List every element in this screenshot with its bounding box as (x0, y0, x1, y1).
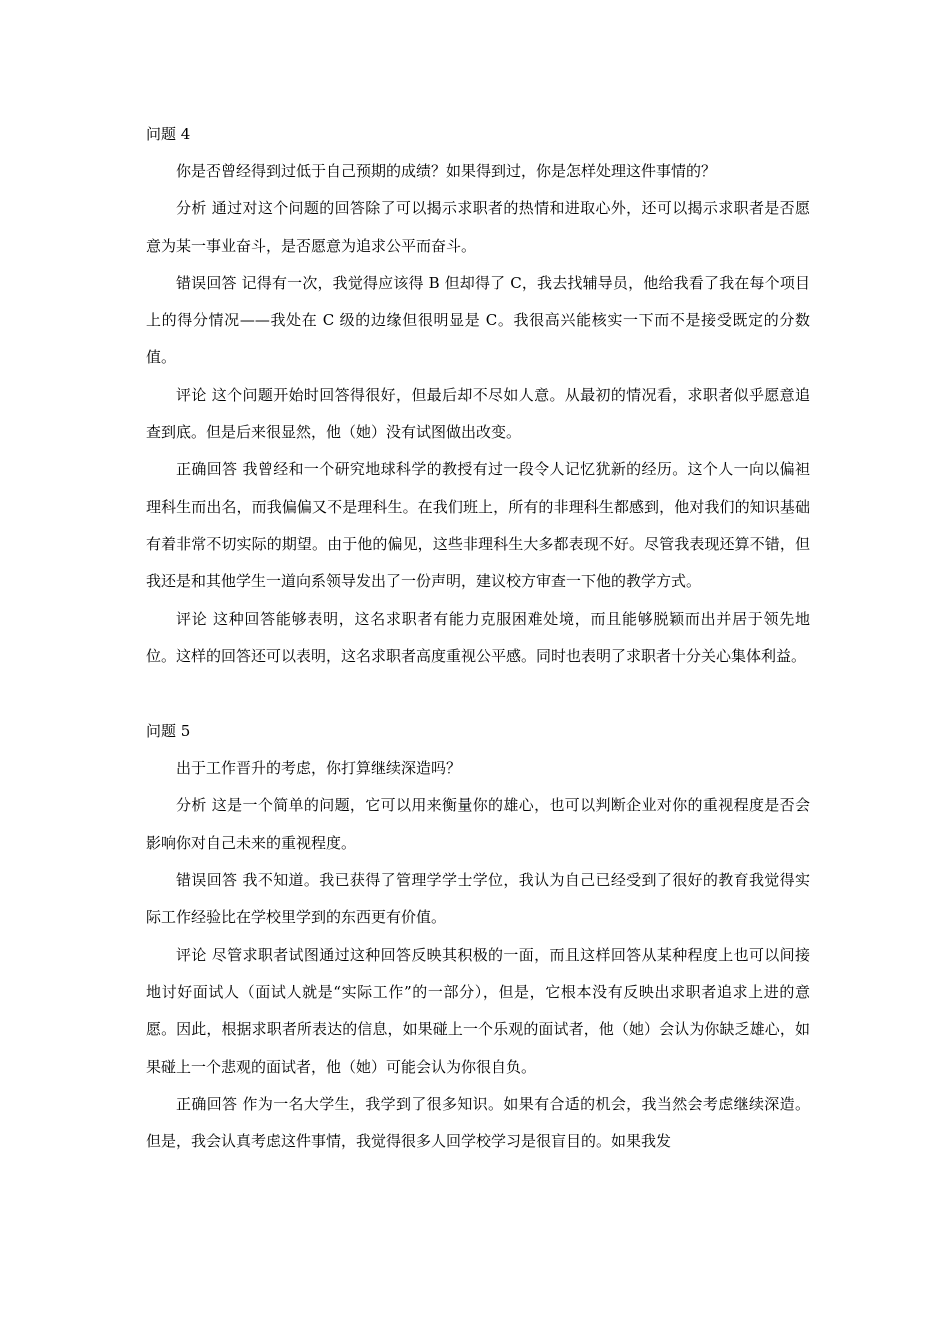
section-spacer (146, 675, 810, 713)
question-4-text: 你是否曾经得到过低于自己预期的成绩？如果得到过，你是怎样处理这件事情的？ (176, 162, 717, 180)
question-5-text: 出于工作晋升的考虑，你打算继续深造吗？ (176, 759, 462, 778)
question-4-comment-2: 评论 这种回答能够表明，这名求职者有能力克服困难处境，而且能够脱颖而出并居于领先地位。这样的回答还可以表明，这名求职者高度重视公平感。同时也表明了求职者十分关心集体利益。 (146, 609, 810, 665)
question-5-right-answer: 正确回答 作为一名大学生，我学到了很多知识。如果有合适的机会，我当然会考虑继续深造。但是，我会认真考虑这件事情，我觉得很多人回学校学习是很盲目的。如果我发 (146, 1094, 810, 1151)
question-5-wrong-answer: 错误回答 我不知道。我已获得了管理学学士学位，我认为自己已经受到了很好的教育我觉得实际工作经验比在学校里学到的东西更有价值。 (146, 871, 810, 927)
question-4-analysis: 分析 通过对这个问题的回答除了可以揭示求职者的热情和进取心外，还可以揭示求职者是否愿意为某一事业奋斗，是否愿意为追求公平而奋斗。 (146, 199, 810, 255)
question-5-comment: 评论 尽管求职者试图通过这种回答反映其积极的一面，而且这样回答从某种程度上也可以间接地讨好面试人（面试人就是“实际工作”的一部分），但是，它根本没有反映出求职者追求上进的意愿。因此，根据求职者所表达的信息，如果碰上一个乐观的面试者，他（她）会认为你缺乏雄心，如果碰上一个悲观的面试者，他（她）可能会认为你很自负。 (146, 945, 810, 1076)
question-5-section (146, 713, 810, 1160)
question-5-heading: 问题 5 (146, 722, 191, 741)
question-4-heading: 问题 4 (146, 125, 191, 143)
question-5-analysis: 分析 这是一个简单的问题，它可以用来衡量你的雄心，也可以判断企业对你的重视程度是否会影响你对自己未来的重视程度。 (146, 796, 810, 852)
question-4-wrong-answer: 错误回答 记得有一次，我觉得应该得 B 但却得了 C，我去找辅导员，他给我看了我在每个项目上的得分情况——我处在 C 级的边缘但很明显是 C。我很高兴能核实一下而不是接受既定的分数值。 (146, 273, 810, 367)
question-4-right-answer: 正确回答 我曾经和一个研究地球科学的教授有过一段令人记忆犹新的经历。这个人一向以偏袒理科生而出名，而我偏偏又不是理科生。在我们班上，所有的非理科生都感到，他对我们的知识基础有着非常不切实际的期望。由于他的偏见，这些非理科生大多都表现不好。尽管我表现还算不错，但我还是和其他学生一道向系领导发出了一份声明，建议校方审查一下他的教学方式。 (146, 460, 810, 591)
question-4-comment-1: 评论 这个问题开始时回答得很好，但最后却不尽如人意。从最初的情况看，求职者似乎愿意追查到底。但是后来很显然，他（她）没有试图做出改变。 (146, 385, 810, 442)
document-page (146, 116, 810, 1160)
question-4-section (146, 116, 810, 675)
